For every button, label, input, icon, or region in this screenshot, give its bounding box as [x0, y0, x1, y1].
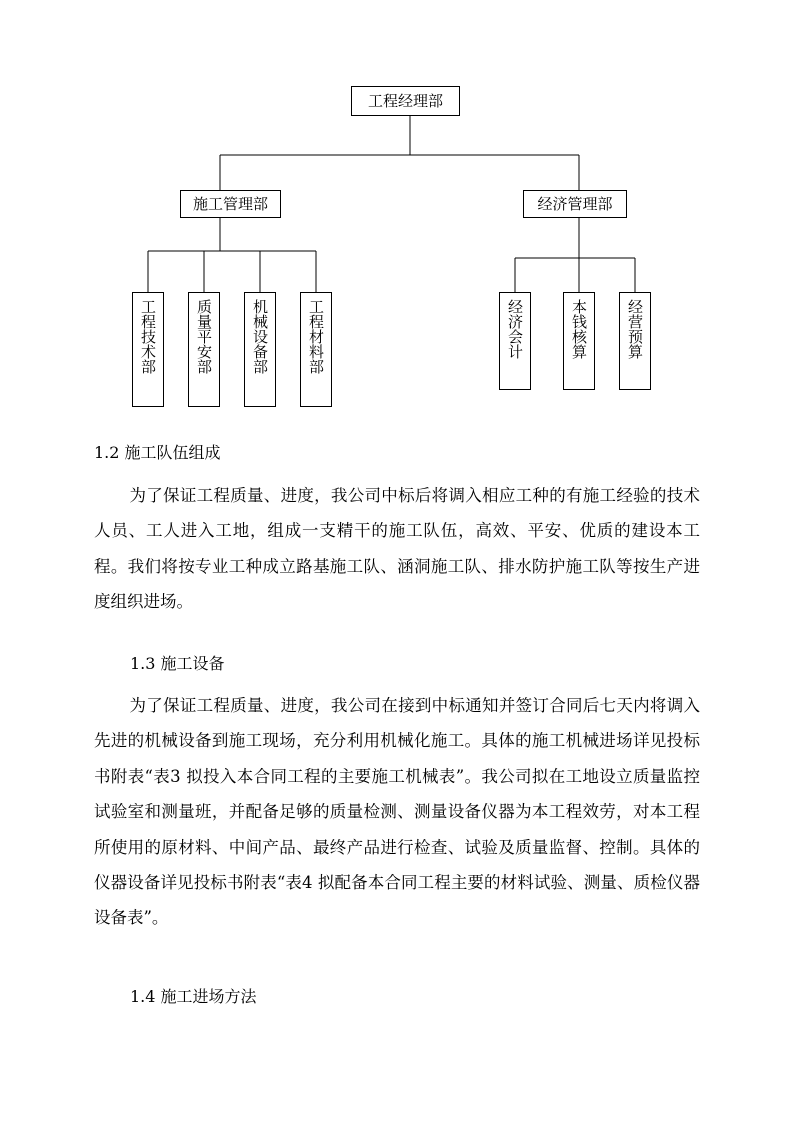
section-1-3-heading: 1.3 施工设备 [130, 654, 225, 673]
section-1-2-paragraph: 为了保证工程质量、进度，我公司中标后将调入相应工种的有施工经验的技术人员、工人进入工地，组成一支精干的施工队伍，高效、平安、优质的建设本工程。我们将按专业工种成立路基施工队、涵洞施工队、排水防护施工队等按生产进度组织进场。 [94, 486, 700, 612]
section-1-3-paragraph: 为了保证工程质量、进度，我公司在接到中标通知并签订合同后七天内将调入先进的机械设备到施工现场，充分利用机械化施工。具体的施工机械进场详见投标书附表“表3 拟投入本合同工程的主要施工机械表”。我公司拟在工地设立质量监控试验室和测量班，并配备足够的质量检测、测量设备仪器为本工程效劳，对本工程所使用的原材料、中间产品、最终产品进行检查、试验及质量监督、控制。具体的仪器设备详见投标书附表“表4 拟配备本合同工程主要的材料试验、测量、质检仪器设备表”。 [94, 696, 700, 928]
org-dept-engineering-tech: 工程技术部 [132, 292, 164, 407]
org-dept-budget: 经营预算 [619, 292, 651, 390]
org-chart-connectors [0, 0, 794, 420]
org-dept-accounting: 经济会计 [499, 292, 531, 390]
org-root-box: 工程经理部 [351, 86, 460, 116]
org-branch-construction-box: 施工管理部 [180, 190, 281, 218]
org-dept-quality-safety: 质量平安部 [188, 292, 220, 407]
section-1-2-heading: 1.2 施工队伍组成 [94, 443, 221, 462]
org-dept-machinery: 机械设备部 [244, 292, 276, 407]
section-1-4-heading: 1.4 施工进场方法 [130, 987, 257, 1006]
org-dept-materials: 工程材料部 [300, 292, 332, 407]
org-branch-economic-box: 经济管理部 [523, 190, 627, 218]
org-chart [0, 0, 794, 420]
org-dept-cost-accounting: 本钱核算 [563, 292, 595, 390]
